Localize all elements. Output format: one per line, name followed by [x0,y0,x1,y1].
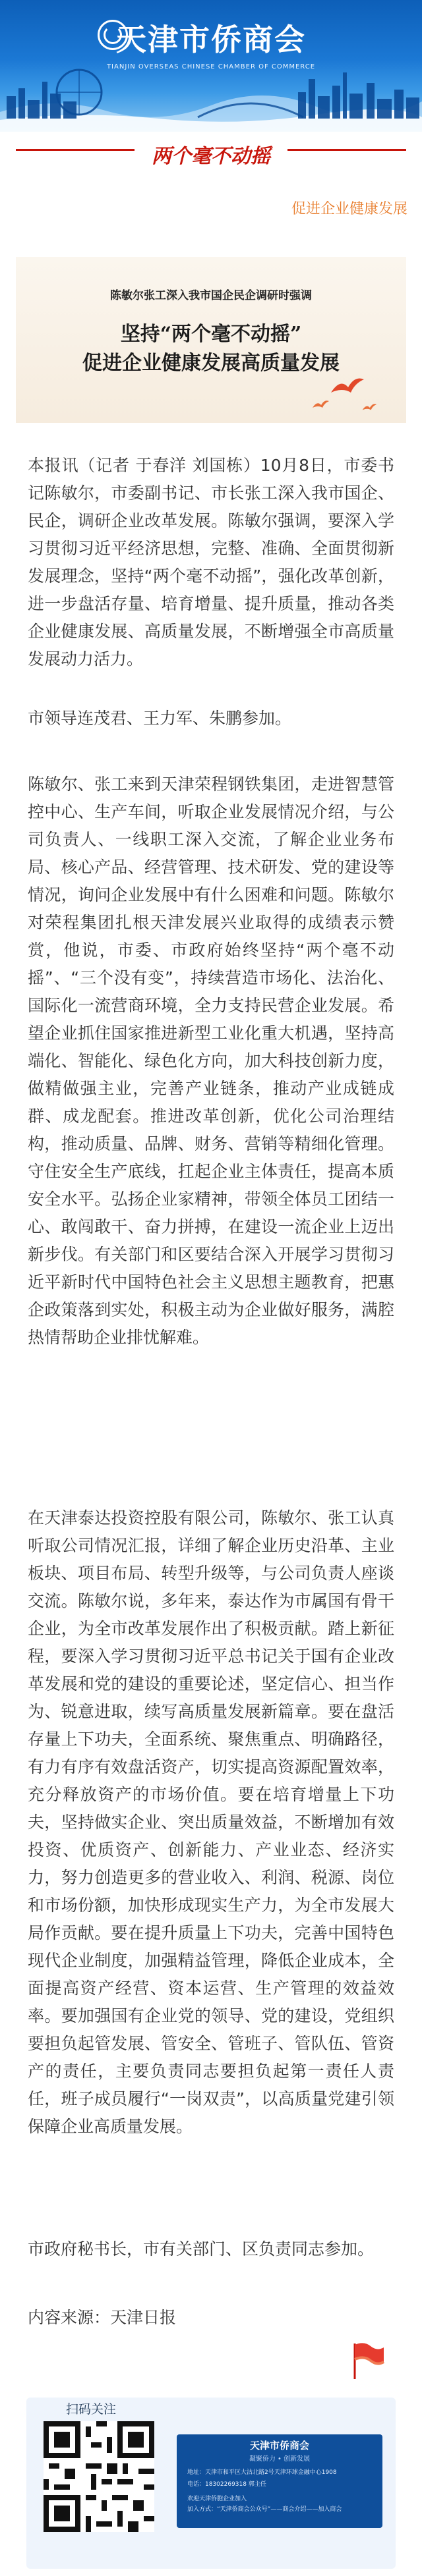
bird-icon [328,374,365,400]
bird-icon-small [311,398,330,412]
qr-code[interactable] [44,2421,154,2532]
article-paragraph-rongcheng: 陈敏尔、张工来到天津荣程钢铁集团，走进智慧管控中心、生产车间，听取企业发展情况介绍，与公司负责人、一线职工深入交流，了解企业业务布局、核心产品、经营管理、技术研发、党的建设等情况，询问企业发展中有什么困难和问题。陈敏尔对荣程集团扎根天津发展兴业取得的成绩表示赞赏，他说，市委、市政府始终坚持“两个毫不动摇”、“三个没有变”，持续营造市场化、法治化、国际化一流营商环境，全力支持民营企业发展。希望企业抓住国家推进新型工业化重大机遇，坚持高端化、智能化、绿色化方向，加大科技创新力度，做精做强主业，完善产业链条，推动产业成链成群、成龙配套。推进改革创新，优化公司治理结构，推动质量、品牌、财务、营销等精细化管理。守住安全生产底线，扛起企业主体责任，提高本质安全水平。弘扬企业家精神，带领全体员工团结一心、敢闯敢干、奋力拼搏，在建设一流企业上迈出新步伐。有关部门和区要结合深入开展学习贯彻习近平新时代中国特色社会主义思想主题教育，把惠企政策落到实处，积极主动为企业做好服务，满腔热情帮助企业排忧解难。 [28,775,394,1347]
card-welcome: 欢迎天津侨胞企业加入 [187,2496,247,2502]
article-paragraph-lead: 本报讯（记者 于春洋 刘国栋）10月8日，市委书记陈敏尔，市委副书记、市长张工深入我市国企、民企，调研企业改革发展。陈敏尔强调，要深入学习贯彻习近平经济思想，完整、准确、全面贯彻新发展理念，坚持“两个毫不动摇”，强化改革创新，进一步盘活存量、培育增量、提升质量，推动各类企业健康发展、高质量发展，不断增强全市高质量发展动力活力。 [28,456,394,669]
card-address: 地址：天津市和平区大沽北路2号天津环球金融中心1908 [187,2469,337,2476]
headline-title-line1: 坚持“两个毫不动摇” [120,323,302,346]
card-slogan: 凝聚侨力 • 创新发展 [249,2455,311,2463]
card-name: 天津市侨商会 [249,2440,309,2452]
article-paragraph-attendees: 市领导连茂君、王力军、朱鹏参加。 [28,709,292,728]
chamber-info-card [177,2434,382,2528]
footer-title: 扫码关注 [65,2402,116,2417]
card-phone: 电话：18302269318 郭主任 [187,2481,266,2488]
headline-card [16,257,406,423]
red-flag-icon [348,2340,385,2380]
article-paragraph-teda: 在天津泰达投资控股有限公司，陈敏尔、张工认真听取公司情况汇报，详细了解企业历史沿革、主业板块、项目布局、转型升级等，与公司负责人座谈交流。陈敏尔说，多年来，泰达作为市属国有骨干企业，为全市改革发展作出了积极贡献。踏上新征程，要深入学习贯彻习近平总书记关于国有企业改革发展和党的建设的重要论述，坚定信心、担当作为、锐意进取，续写高质量发展新篇章。要在盘活存量上下功夫，全面系统、聚焦重点、明确路径，有力有序有效盘活资产，切实提高资源配置效率，充分释放资产的市场价值。要在培育增量上下功夫，坚持做实企业、突出质量效益，不断增加有效投资、优质资产、创新能力、产业业态、经济实力，努力创造更多的营业收入、利润、税源、岗位和市场份额，加快形成现实生产力，为全市发展大局作贡献。要在提升质量上下功夫，完善中国特色现代企业制度，加强精益管理，降低企业成本，全面提高资产经营、资本运营、生产管理的效益效率。要加强国有企业党的领导、党的建设，党组织要担负起管发展、管安全、管班子、管队伍、管资产的责任，主要负责同志要担负起第一责任人责任，班子成员履行“一岗双责”，以高质量党建引领保障企业高质量发展。 [28,1508,394,2136]
banner-subtitle: TIANJIN OVERSEAS CHINESE CHAMBER OF COMMERCE [106,63,316,70]
headline-kicker: 陈敏尔张工深入我市国企民企调研时强调 [110,289,312,302]
banner-title: 天津市侨商会 [116,22,306,57]
section-label: 两个毫不动摇 [152,145,270,168]
card-join: 加入方式：“天津侨商会公众号”——商会介绍——加入商会 [187,2506,342,2513]
header-banner [0,0,422,132]
headline-title-line2: 促进企业健康发展高质量发展 [82,352,340,375]
article-source: 内容来源：天津日报 [28,2308,177,2327]
bird-icon-tiny [361,402,377,414]
article-paragraph-closing: 市政府秘书长，市有关部门、区负责同志参加。 [28,2239,375,2259]
section-subtitle: 促进企业健康发展 [291,201,407,217]
